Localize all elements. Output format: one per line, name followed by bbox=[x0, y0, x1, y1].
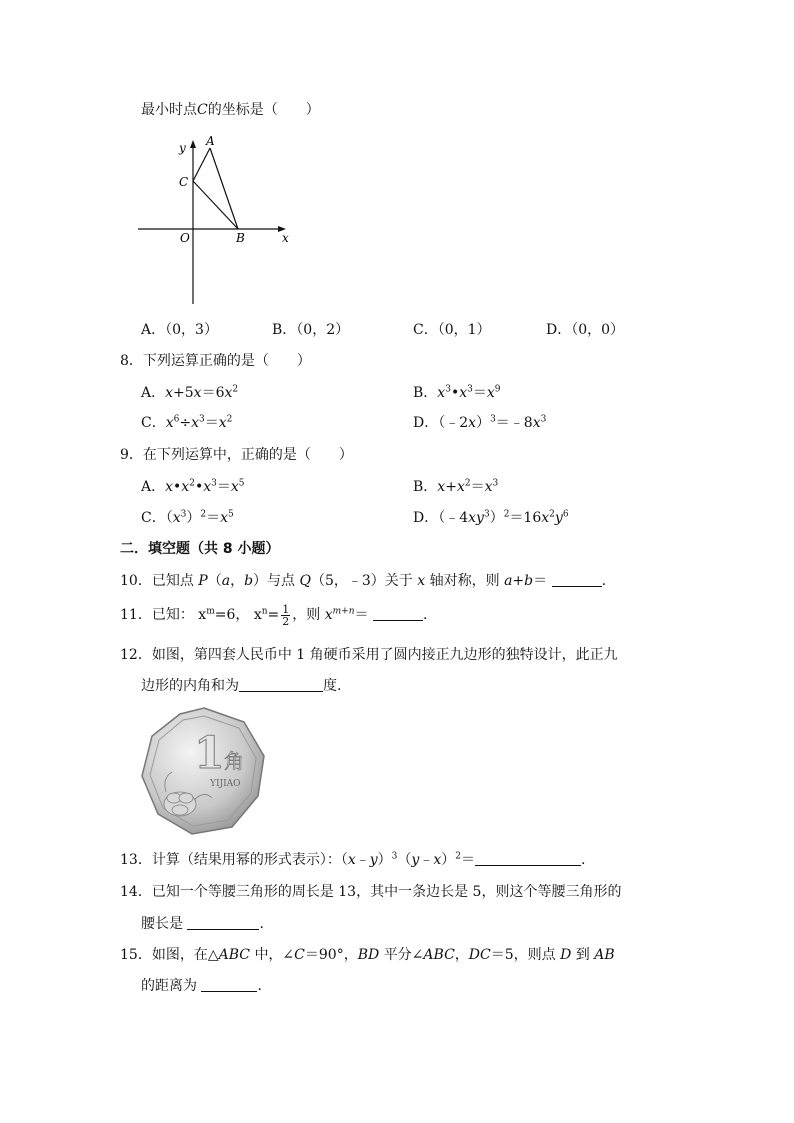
label-b: B bbox=[236, 231, 245, 245]
q12-line2: 边形的内角和为 度. bbox=[141, 678, 342, 694]
q15-answer-blank[interactable] bbox=[201, 977, 257, 992]
q9-stem: 9．在下列运算中，正确的是（ ） bbox=[120, 447, 353, 463]
coin-char: 角 bbox=[224, 749, 244, 773]
label-x: x bbox=[282, 231, 289, 245]
coin-digit: 1 bbox=[194, 728, 225, 779]
q8-option-c[interactable]: C．$x^6\div x^3=x^2$ bbox=[141, 414, 233, 431]
q14-answer-blank[interactable] bbox=[187, 915, 259, 930]
label-y: y bbox=[179, 141, 186, 155]
label-c: C bbox=[179, 175, 189, 189]
label-a: A bbox=[206, 134, 215, 148]
q8-stem: 8．下列运算正确的是（ ） bbox=[120, 353, 311, 369]
q15-line2: 的距离为 . bbox=[141, 978, 262, 994]
q10-stem: 10．已知点 P（a，b）与点 Q（5，﹣3）关于 x 轴对称，则 a+b＝ . bbox=[120, 573, 607, 589]
q15-line1: 15．如图，在△ABC 中，∠C＝90°，BD 平分∠ABC，DC＝5，则点 D 到 AB bbox=[120, 947, 615, 963]
coin-pinyin: YIJIAO bbox=[210, 779, 241, 789]
q7-stem-tail: 最小时点C的坐标是（ ） bbox=[141, 102, 320, 118]
q12-line1: 12．如图，第四套人民币中 1 角硬币采用了圆内接正九边形的独特设计，此正九 bbox=[120, 647, 618, 663]
q7-option-b[interactable]: B．（0，2） bbox=[272, 322, 350, 338]
q11-fraction: $\frac{1}{2}$ bbox=[282, 602, 290, 628]
q14-line2: 腰长是 . bbox=[141, 916, 264, 932]
q7-option-a[interactable]: A．（0，3） bbox=[141, 322, 218, 338]
q7-option-c[interactable]: C．（0，1） bbox=[413, 322, 491, 338]
q13-answer-blank[interactable] bbox=[475, 851, 581, 866]
label-o: O bbox=[180, 231, 190, 245]
q7-coordinate-figure bbox=[130, 128, 300, 308]
q11-answer-blank[interactable] bbox=[373, 606, 423, 621]
q9-option-d[interactable]: D．$(﹣4xy^3)^2=16x^2y^6$ bbox=[413, 509, 569, 526]
q9-option-b[interactable]: B．$x+x^2=x^3$ bbox=[413, 478, 499, 495]
q13-stem: 13．计算（结果用幂的形式表示）：（x﹣y）$^3$（y﹣x）$^2$＝ . bbox=[120, 851, 586, 868]
q8-option-b[interactable]: B．$x^3•x^3=x^9$ bbox=[413, 384, 501, 401]
q12-answer-blank[interactable] bbox=[239, 677, 323, 692]
q9-option-c[interactable]: C．$(x^3)^2=x^5$ bbox=[141, 509, 234, 526]
q8-option-d[interactable]: D．$(﹣2x)^3=﹣8x^3$ bbox=[413, 414, 547, 431]
q9-option-a[interactable]: A．$x•x^2•x^3=x^5$ bbox=[141, 478, 245, 495]
section-title: 二．填空题（共 8 小题） bbox=[120, 541, 280, 557]
q8-option-a[interactable]: A．$x+5x=6x^2$ bbox=[141, 384, 239, 401]
q14-line1: 14．已知一个等腰三角形的周长是 13，其中一条边长是 5，则这个等腰三角形的 bbox=[120, 884, 622, 900]
coin-image bbox=[138, 706, 270, 838]
q11-stem: 11．已知： $x^m=6$， $x^n=$ $\frac{1}{2}$ ，则 $x^{m+n}=$ . bbox=[120, 602, 428, 628]
q7-option-d[interactable]: D．（0，0） bbox=[546, 322, 625, 338]
q10-answer-blank[interactable] bbox=[552, 572, 602, 587]
